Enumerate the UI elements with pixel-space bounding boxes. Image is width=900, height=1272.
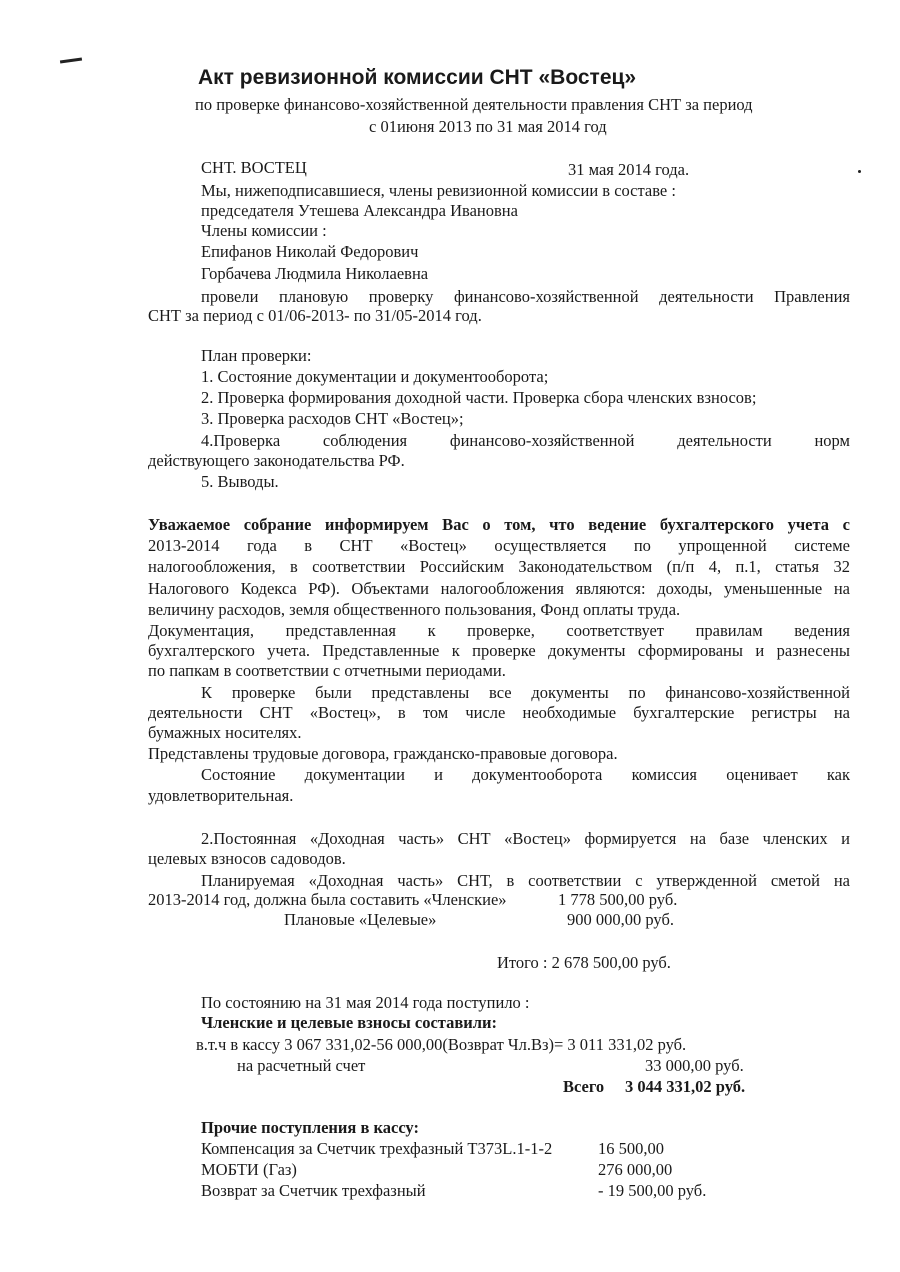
section-1-line: Представлены трудовые договора, гражданско-правовые договора. <box>148 744 618 763</box>
section-1-line: бухгалтерского учета. Представленные к проверке документы сформированы и разнесены <box>148 641 850 660</box>
document-date: 31 мая 2014 года. <box>568 160 690 179</box>
other-receipt-label: Возврат за Счетчик трехфазный <box>201 1181 426 1200</box>
plan-label: План проверки: <box>201 346 312 365</box>
receipts-status: По состоянию на 31 мая 2014 года поступило : <box>201 993 530 1012</box>
scan-mark <box>60 57 82 63</box>
member-1: Епифанов Николай Федорович <box>201 242 419 261</box>
section-1-line: бумажных носителях. <box>148 723 302 742</box>
other-receipt-label: МОБТИ (Газ) <box>201 1160 297 1179</box>
other-receipts-heading: Прочие поступления в кассу: <box>201 1118 419 1137</box>
other-receipt-amount: - 19 500,00 руб. <box>598 1181 707 1200</box>
document-period: с 01июня 2013 по 31 мая 2014 год <box>369 117 607 136</box>
document-subtitle: по проверке финансово-хозяйственной деятельности правления СНТ за период <box>195 95 753 114</box>
section-1-line: Налогового Кодекса РФ). Объектами налогообложения являются: доходы, уменьшенные на <box>148 579 850 598</box>
other-receipt-label: Компенсация за Счетчик трехфазный Т373L.1-1-2 <box>201 1139 553 1158</box>
section-2-line: Планируемая «Доходная часть» СНТ, в соответствии с утвержденной сметой на <box>201 871 850 890</box>
cash-receipts-line: в.т.ч в кассу 3 067 331,02-56 000,00(Возврат Чл.Вз)= 3 011 331,02 руб. <box>196 1035 687 1054</box>
document-title: Акт ревизионной комиссии СНТ «Востец» <box>198 66 637 89</box>
grand-total-amount: 3 044 331,02 руб. <box>625 1077 746 1096</box>
scan-dot <box>858 170 861 173</box>
section-2-line: целевых взносов садоводов. <box>148 849 346 868</box>
plan-item: действующего законодательства РФ. <box>148 451 405 470</box>
chairman: председателя Утешева Александра Ивановна <box>201 201 518 220</box>
target-planned-label: Плановые «Целевые» <box>284 910 437 929</box>
section-1-line: деятельности СНТ «Востец», в том числе необходимые бухгалтерские регистры на <box>148 703 850 722</box>
intro-paragraph-line: провели плановую проверку финансово-хозяйственной деятельности Правления <box>201 287 850 306</box>
section-1-line: налогообложения, в соответствии Российским Законодательством (п/п 4, п.1, статья 32 <box>148 557 850 576</box>
section-1-line: по папкам в соответствии с отчетными периодами. <box>148 661 506 680</box>
place: СНТ. ВОСТЕЦ <box>201 158 307 177</box>
grand-total-label: Всего <box>563 1077 605 1096</box>
section-1-line: 2013-2014 года в СНТ «Востец» осуществляется по упрощенной системе <box>148 536 850 555</box>
section-1-line: Состояние документации и документооборота комиссия оценивает как <box>201 765 850 784</box>
target-planned-amount: 900 000,00 руб. <box>567 910 674 929</box>
other-receipt-amount: 16 500,00 <box>598 1139 664 1158</box>
section-1-line: Документация, представленная к проверке, соответствует правилам ведения <box>148 621 850 640</box>
member-2: Горбачева Людмила Николаевна <box>201 264 429 283</box>
plan-item: 3. Проверка расходов СНТ «Востец»; <box>201 409 464 428</box>
section-1-line: удовлетворительная. <box>148 786 294 805</box>
section-1-line: К проверке были представлены все документы по финансово-хозяйственной <box>201 683 850 702</box>
intro-paragraph-line: СНТ за период с 01/06-2013- по 31/05-2014 год. <box>148 306 482 325</box>
section-2-line: 2013-2014 год, должна была составить «Членские» <box>148 890 507 909</box>
plan-item: 4.Проверка соблюдения финансово-хозяйственной деятельности норм <box>201 431 850 450</box>
receipts-heading: Членские и целевые взносы составили: <box>201 1013 498 1032</box>
planned-total: Итого : 2 678 500,00 руб. <box>497 953 671 972</box>
section-1-line: величину расходов, земля общественного пользования, Фонд оплаты труда. <box>148 600 681 619</box>
members-label: Члены комиссии : <box>201 221 327 240</box>
other-receipt-amount: 276 000,00 <box>598 1160 673 1179</box>
membership-planned-amount: 1 778 500,00 руб. <box>558 890 678 909</box>
plan-item: 5. Выводы. <box>201 472 279 491</box>
section-2-line: 2.Постоянная «Доходная часть» СНТ «Востец» формируется на базе членских и <box>201 829 850 848</box>
account-amount: 33 000,00 руб. <box>645 1056 744 1075</box>
plan-item: 1. Состояние документации и документооборота; <box>201 367 549 386</box>
section-1-line: Уважаемое собрание информируем Вас о том, что ведение бухгалтерского учета с <box>148 515 850 534</box>
intro-line: Мы, нижеподписавшиеся, члены ревизионной комиссии в составе : <box>201 181 676 200</box>
account-label: на расчетный счет <box>237 1056 366 1075</box>
plan-item: 2. Проверка формирования доходной части. Проверка сбора членских взносов; <box>201 388 757 407</box>
